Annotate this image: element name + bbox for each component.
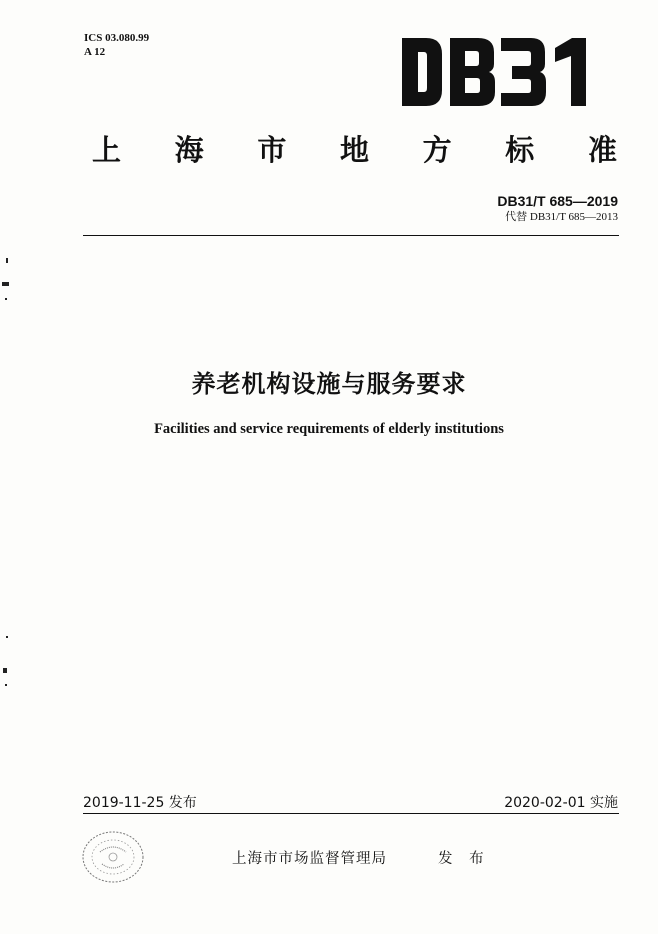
scan-speck <box>2 282 9 286</box>
official-seal-icon <box>80 828 146 886</box>
header-divider <box>83 235 619 236</box>
standard-type-char: 地 <box>339 133 369 167</box>
issue-verb: 发 布 <box>438 851 490 867</box>
document-title-en: Facilities and service requirements of elderly institutions <box>154 421 504 437</box>
logo-letter-1 <box>555 38 586 106</box>
replaces-note: 代替 DB31/T 685—2013 <box>505 211 618 223</box>
standard-type-char: 标 <box>505 133 535 167</box>
scan-speck <box>6 636 8 638</box>
scan-speck <box>6 258 8 263</box>
ics-code: ICS 03.080.99 <box>84 32 150 44</box>
logo-letter-3 <box>501 38 546 106</box>
issue-date: 2019-11-25 发布 <box>83 795 197 811</box>
standard-type-char: 方 <box>422 133 452 167</box>
implementation-date: 2020-02-01 实施 <box>504 795 618 811</box>
footer-divider <box>83 813 619 814</box>
standard-type-heading <box>92 128 617 169</box>
standard-type-char: 准 <box>587 133 617 167</box>
classification-codes <box>84 31 149 59</box>
scan-speck <box>5 684 7 686</box>
scan-speck <box>5 298 7 300</box>
issuing-authority: 上海市市场监督管理局 <box>232 851 387 867</box>
standard-type-char: 市 <box>257 133 287 167</box>
document-title-zh: 养老机构设施与服务要求 <box>191 370 467 398</box>
ccs-code: A 12 <box>84 46 106 58</box>
standard-type-char: 海 <box>174 133 204 167</box>
logo-letter-b <box>450 38 495 106</box>
standard-number: DB31/T 685—2019 <box>497 193 618 209</box>
logo-letter-d <box>402 38 442 106</box>
db31-logo <box>400 36 588 108</box>
scan-speck <box>3 668 7 673</box>
standard-type-char: 上 <box>92 133 122 167</box>
